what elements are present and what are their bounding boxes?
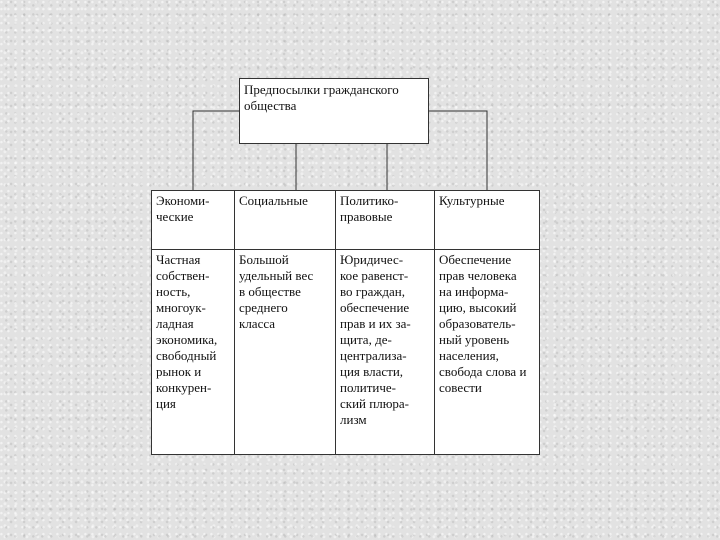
connector-economic	[193, 111, 239, 190]
body-cultural: Обеспечение прав человека на информа- цию, высокий образователь- ный уровень населения, свобода слова и совести	[439, 252, 527, 395]
header-cultural: Культурные	[439, 193, 505, 208]
connector-cultural	[429, 111, 487, 190]
header-economic: Экономи- ческие	[156, 193, 210, 224]
title-box	[239, 78, 429, 144]
header-social: Социальные	[239, 193, 308, 208]
body-economic: Частная собствен- ность, многоук- ладная экономика, свободный рынок и конкурен- ция	[156, 252, 218, 411]
body-social: Большой удельный вес в обществе среднего класса	[239, 252, 314, 331]
header-political: Политико- правовые	[340, 193, 399, 224]
body-political: Юридичес- кое равенст- во граждан, обеспечение прав и их за- щита, де- централиза- ция власти, политиче- ский плюра- лизм	[340, 252, 411, 427]
title-box-text: Предпосылки гражданского общества	[244, 82, 399, 113]
categories-table	[151, 190, 540, 455]
